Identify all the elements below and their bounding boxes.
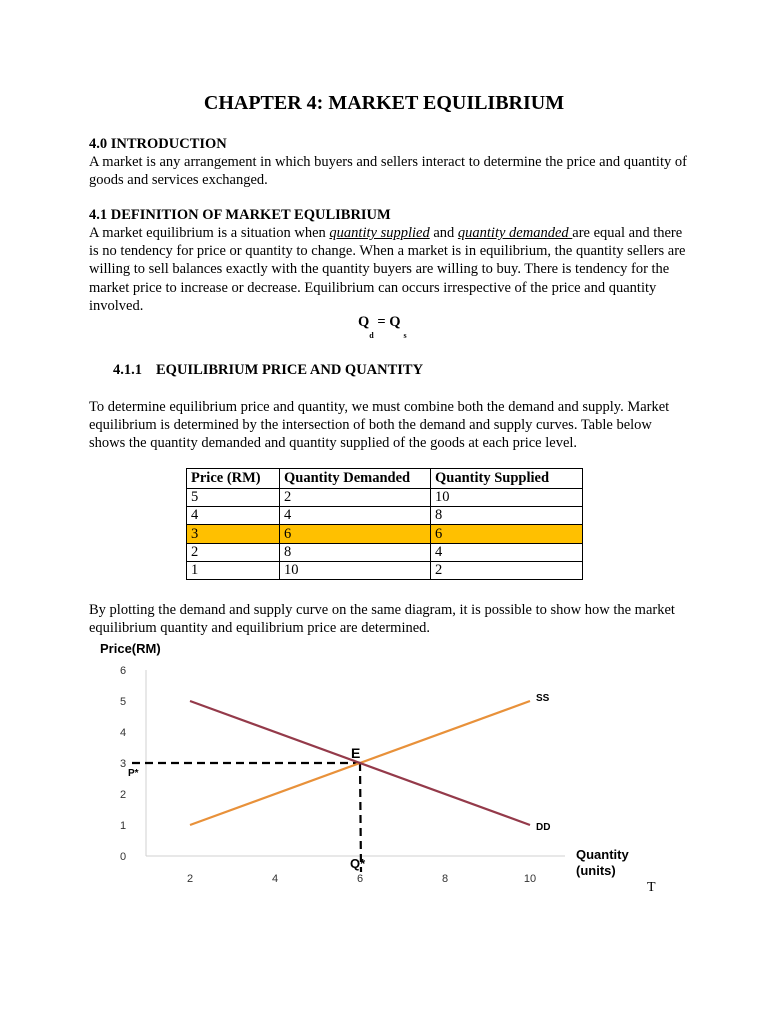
text: are equal and there is no tendency for price or quantity to change. When a market is in equilibrium, the quantity sellers are willing to sell balances exactly with the quantity buyers are willing to buy. There is tendency for the market price to increase or decrease. Equilibrium can occurs irrespective of the price and quantity involved.: [89, 225, 686, 314]
x-axis-label-line1: Quantity: [576, 847, 629, 862]
eq: = Q: [373, 314, 401, 330]
cell: 2: [280, 489, 431, 507]
cell: 2: [431, 562, 583, 580]
page-footer-char: T: [647, 880, 656, 895]
cell: 6: [431, 525, 583, 544]
cell: 10: [280, 562, 431, 580]
cell: 4: [280, 507, 431, 525]
section-number: 4.1.1: [113, 362, 142, 378]
cell: 6: [280, 525, 431, 544]
cell: 4: [431, 544, 583, 562]
term-quantity-demanded: quantity demanded: [457, 225, 573, 241]
cell: 1: [187, 562, 280, 580]
x-axis-label-line2: (units): [576, 863, 616, 878]
intro-text: A market is any arrangement in which buyers and sellers interact to determine the price and quantity of goods and services exchanged.: [89, 154, 687, 189]
cell: 5: [187, 489, 280, 507]
term-quantity-supplied: quantity supplied: [329, 225, 430, 241]
cell: 4: [187, 507, 280, 525]
section-text: To determine equilibrium price and quantity, we must combine both the demand and supply. Market equilibrium is determined by the intersection of both the demand and supply curves. Table below shows the quantity demanded and quantity supplied of the goods at each price level.: [89, 399, 670, 452]
x-tick-label: 4: [271, 873, 279, 885]
header-demanded: Quantity Demanded: [280, 469, 431, 489]
q: Q: [358, 314, 370, 330]
intro-heading: 4.0 INTRODUCTION: [89, 136, 227, 152]
cell: 8: [431, 507, 583, 525]
cell: 8: [280, 544, 431, 562]
x-tick-label: 10: [523, 873, 537, 885]
section-title: EQUILIBRIUM PRICE AND QUANTITY: [156, 362, 424, 378]
y-tick-label: 3: [120, 758, 127, 770]
header-price: Price (RM): [187, 469, 280, 489]
page-title: CHAPTER 4: MARKET EQUILIBRIUM: [203, 92, 565, 114]
sub-s: s: [403, 331, 407, 340]
plot-text: By plotting the demand and supply curve on the same diagram, it is possible to show how the market equilibrium quantity and equilibrium price are determined.: [89, 602, 675, 637]
q-star-label: Q*: [350, 856, 366, 871]
p-star-label: P*: [128, 768, 139, 779]
definition-heading: 4.1 DEFINITION OF MARKET EQULIBRIUM: [89, 207, 391, 223]
y-tick-label: 6: [120, 665, 127, 677]
cell: 3: [187, 525, 280, 544]
y-tick-label: 4: [120, 727, 127, 739]
y-tick-label: 0: [120, 851, 127, 863]
x-tick-label: 6: [356, 873, 364, 885]
x-tick-label: 2: [186, 873, 194, 885]
sub-d: d: [369, 331, 374, 340]
y-tick-label: 5: [120, 696, 127, 708]
x-tick-label: 8: [441, 873, 449, 885]
series-label-dd: DD: [536, 822, 551, 833]
text: and: [429, 225, 458, 241]
series-label-ss: SS: [536, 693, 550, 704]
text: A market equilibrium is a situation when: [89, 225, 330, 241]
y-axis-label: Price(RM): [100, 641, 161, 656]
equilibrium-label: E: [351, 745, 361, 761]
y-tick-label: 2: [120, 789, 127, 801]
cell: 10: [431, 489, 583, 507]
cell: 2: [187, 544, 280, 562]
y-tick-label: 1: [120, 820, 127, 832]
header-supplied: Quantity Supplied: [431, 469, 583, 489]
